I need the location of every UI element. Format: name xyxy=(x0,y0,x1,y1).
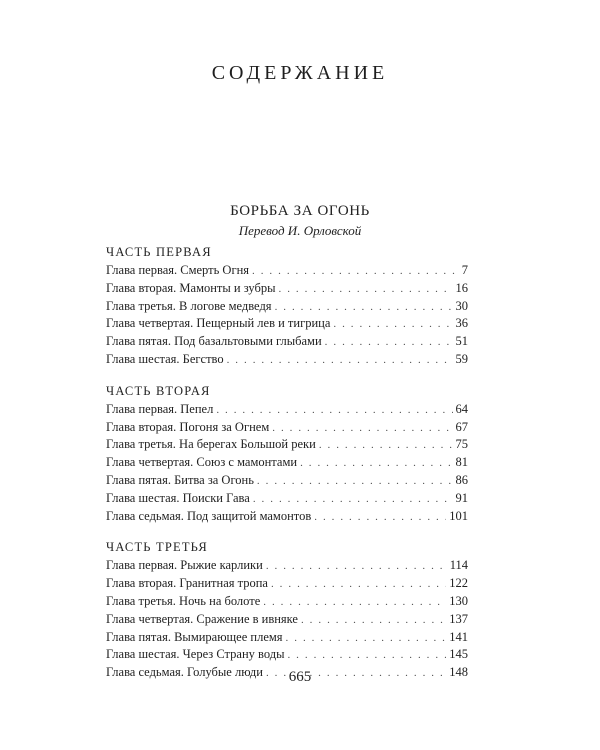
dot-leader xyxy=(253,491,453,509)
chapter-title: Глава шестая. Через Страну воды xyxy=(106,647,285,662)
part-heading: ЧАСТЬ ВТОРАЯ xyxy=(106,383,211,398)
toc-entry[interactable] xyxy=(106,262,468,280)
dot-leader xyxy=(319,437,453,455)
toc-entry[interactable] xyxy=(106,593,468,611)
dot-leader xyxy=(300,455,452,473)
chapter-page-number: 130 xyxy=(449,593,468,608)
toc-entry[interactable] xyxy=(106,472,468,490)
chapter-page-number: 16 xyxy=(455,280,468,295)
toc-entry[interactable] xyxy=(106,419,468,437)
chapter-page-number: 137 xyxy=(449,611,468,626)
dot-leader xyxy=(325,334,453,352)
toc-entry[interactable] xyxy=(106,611,468,629)
dot-leader xyxy=(252,263,459,281)
chapter-title: Глава вторая. Мамонты и зубры xyxy=(106,280,276,295)
chapter-page-number: 7 xyxy=(461,263,468,277)
chapter-page-number: 148 xyxy=(449,665,468,680)
toc-entry[interactable] xyxy=(106,629,468,647)
toc-entry[interactable] xyxy=(106,508,468,526)
dot-leader xyxy=(301,612,446,630)
dot-leader xyxy=(286,630,447,648)
dot-leader xyxy=(271,576,446,594)
dot-leader xyxy=(279,281,453,299)
dot-leader xyxy=(266,558,447,576)
chapter-page-number: 30 xyxy=(455,298,468,313)
table-of-contents xyxy=(106,244,468,682)
chapter-page-number: 67 xyxy=(455,419,468,434)
toc-entry[interactable] xyxy=(106,575,468,593)
part-heading: ЧАСТЬ ТРЕТЬЯ xyxy=(106,540,208,555)
chapter-title: Глава третья. Ночь на болоте xyxy=(106,593,261,608)
part-heading: ЧАСТЬ ПЕРВАЯ xyxy=(106,245,212,259)
chapter-page-number: 91 xyxy=(455,490,468,505)
toc-entry[interactable] xyxy=(106,646,468,664)
chapter-title: Глава третья. В логове медведя xyxy=(106,298,272,313)
toc-entry[interactable] xyxy=(106,490,468,508)
chapter-title: Глава седьмая. Под защитой мамонтов xyxy=(106,508,312,523)
chapter-title: Глава шестая. Бегство xyxy=(106,351,224,366)
toc-entry[interactable] xyxy=(106,401,468,419)
chapter-title: Глава четвертая. Пещерный лев и тигрица xyxy=(106,316,331,331)
chapter-title: Глава четвертая. Союз с мамонтами xyxy=(106,455,298,470)
dot-leader xyxy=(227,352,453,370)
page-heading: СОДЕРЖАНИЕ xyxy=(211,62,389,84)
chapter-title: Глава первая. Рыжие карлики xyxy=(106,558,263,573)
chapter-page-number: 145 xyxy=(449,647,468,662)
chapter-title: Глава первая. Смерть Огня xyxy=(106,263,250,277)
chapter-page-number: 75 xyxy=(455,437,468,452)
chapter-page-number: 64 xyxy=(455,401,468,416)
dot-leader xyxy=(257,473,453,491)
chapter-page-number: 122 xyxy=(449,576,468,591)
chapter-title: Глава четвертая. Сражение в ивняке xyxy=(106,611,298,626)
chapter-page-number: 86 xyxy=(455,472,468,487)
dot-leader xyxy=(272,420,452,438)
dot-leader xyxy=(314,509,446,527)
toc-entry[interactable] xyxy=(106,454,468,472)
toc-entry[interactable] xyxy=(106,280,468,298)
chapter-page-number: 59 xyxy=(455,351,468,366)
chapter-title: Глава пятая. Битва за Огонь xyxy=(106,472,254,487)
chapter-page-number: 36 xyxy=(455,316,468,331)
toc-entry[interactable] xyxy=(106,333,468,351)
toc-entry[interactable] xyxy=(106,315,468,333)
chapter-page-number: 141 xyxy=(449,629,468,644)
translator-credit: Перевод И. Орловской xyxy=(238,223,362,238)
work-title: БОРЬБА ЗА ОГОНЬ xyxy=(230,203,370,219)
toc-entry[interactable] xyxy=(106,298,468,316)
chapter-title: Глава пятая. Вымирающее племя xyxy=(106,629,283,644)
dot-leader xyxy=(333,316,452,334)
chapter-page-number: 51 xyxy=(455,334,468,349)
chapter-title: Глава третья. На берегах Большой реки xyxy=(106,437,316,452)
page-number: 665 xyxy=(288,669,312,685)
toc-entry[interactable] xyxy=(106,557,468,575)
toc-entry[interactable] xyxy=(106,436,468,454)
dot-leader xyxy=(263,594,446,612)
chapter-title: Глава вторая. Погоня за Огнем xyxy=(106,419,270,434)
chapter-title: Глава седьмая. Голубые люди xyxy=(106,665,263,680)
dot-leader xyxy=(287,647,446,665)
toc-entry[interactable] xyxy=(106,351,468,369)
chapter-title: Глава пятая. Под базальтовыми глыбами xyxy=(106,334,322,349)
chapter-page-number: 81 xyxy=(455,455,468,470)
chapter-title: Глава шестая. Поиски Гава xyxy=(106,490,250,505)
chapter-title: Глава первая. Пепел xyxy=(106,401,214,416)
dot-leader xyxy=(275,299,453,317)
chapter-title: Глава вторая. Гранитная тропа xyxy=(106,576,268,591)
chapter-page-number: 114 xyxy=(449,558,468,573)
dot-leader xyxy=(216,402,452,420)
chapter-page-number: 101 xyxy=(449,508,468,523)
